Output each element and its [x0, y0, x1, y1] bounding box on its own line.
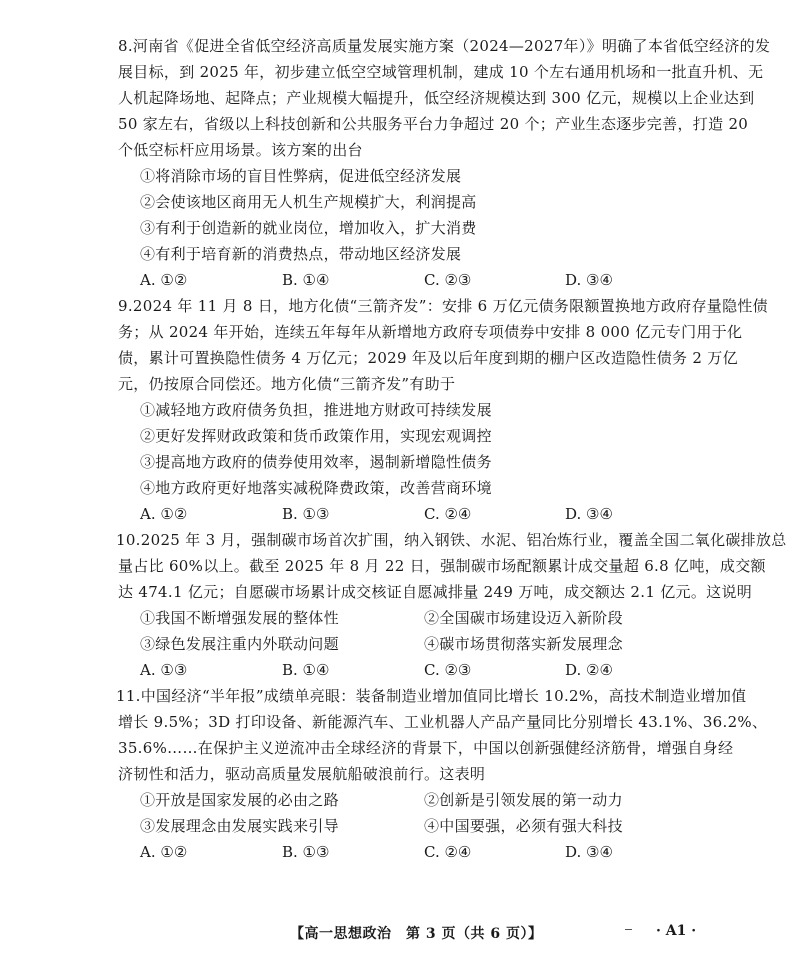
choice-d[interactable]: D. ②④ — [565, 661, 613, 679]
choice-a[interactable]: A. ①③ — [140, 661, 188, 679]
statement-4: ④地方政府更好地落实减税降费政策，改善营商环境 — [140, 479, 492, 497]
choice-c[interactable]: C. ②③ — [424, 271, 472, 289]
statement-3: ③有利于创造新的就业岗位，增加收入，扩大消费 — [140, 219, 477, 237]
statement-2: ②全国碳市场建设迈入新阶段 — [424, 609, 623, 627]
statement-1: ①将消除市场的盲目性弊病，促进低空经济发展 — [140, 167, 462, 185]
statement-1: ①我国不断增强发展的整体性 — [140, 609, 339, 627]
question-stem-line: 增长 9.5%；3D 打印设备、新能源汽车、工业机器人产品产量同比分别增长 43.1%、36.2%、 — [118, 713, 768, 731]
statement-1: ①开放是国家发展的必由之路 — [140, 791, 339, 809]
choice-c[interactable]: C. ②④ — [424, 843, 472, 861]
question-stem-line: 债，累计可置换隐性债务 4 万亿元；2029 年及以后年度到期的棚户区改造隐性债务 2 万亿 — [118, 349, 738, 367]
choice-d[interactable]: D. ③④ — [565, 843, 613, 861]
choice-d[interactable]: D. ③④ — [565, 271, 613, 289]
choice-b[interactable]: B. ①④ — [282, 661, 330, 679]
statement-3: ③发展理念由发展实践来引导 — [140, 817, 339, 835]
question-stem-line: 元，仍按原合同偿还。地方化债“三箭齐发”有助于 — [118, 375, 456, 393]
question-stem-line: 9.2024 年 11 月 8 日，地方化债“三箭齐发”：安排 6 万亿元债务限额置换地方政府存量隐性债 — [118, 297, 768, 315]
choice-a[interactable]: A. ①② — [140, 271, 188, 289]
choice-c[interactable]: C. ②④ — [424, 505, 472, 523]
choice-d[interactable]: D. ③④ — [565, 505, 613, 523]
statement-4: ④有利于培育新的消费热点，带动地区经济发展 — [140, 245, 462, 263]
question-stem-line: 10.2025 年 3 月，强制碳市场首次扩围，纳入钢铁、水泥、铝冶炼行业，覆盖全国二氧化碳排放总 — [116, 531, 787, 549]
question-stem-line: 11.中国经济“半年报”成绩单亮眼：装备制造业增加值同比增长 10.2%，高技术制造业增加值 — [116, 687, 747, 705]
choice-a[interactable]: A. ①② — [140, 505, 188, 523]
choice-b[interactable]: B. ①③ — [282, 843, 330, 861]
question-stem-line: 人机起降场地、起降点；产业规模大幅提升，低空经济规模达到 300 亿元，规模以上企业达到 — [118, 89, 755, 107]
question-stem-line: 展目标，到 2025 年，初步建立低空空域管理机制，建成 10 个左右通用机场和一批直升机、无 — [118, 63, 764, 81]
question-stem-line: 个低空标杆应用场景。该方案的出台 — [118, 141, 363, 159]
footer-mark — [625, 929, 632, 930]
question-stem-line: 济韧性和活力，驱动高质量发展航船破浪前行。这表明 — [118, 765, 486, 783]
question-stem-line: 达 474.1 亿元；自愿碳市场累计成交核证自愿减排量 249 万吨，成交额达 2.1 亿元。这说明 — [118, 583, 753, 601]
choice-a[interactable]: A. ①② — [140, 843, 188, 861]
statement-2: ②会使该地区商用无人机生产规模扩大，利润提高 — [140, 193, 477, 211]
choice-c[interactable]: C. ②③ — [424, 661, 472, 679]
paper-code: · A1 · — [656, 923, 697, 939]
choice-b[interactable]: B. ①④ — [282, 271, 330, 289]
question-stem-line: 35.6%……在保护主义逆流冲击全球经济的背景下，中国以创新强健经济筋骨，增强自身经 — [118, 739, 734, 757]
statement-4: ④中国要强，必须有强大科技 — [424, 817, 623, 835]
question-stem-line: 务；从 2024 年开始，连续五年每年从新增地方政府专项债券中安排 8 000 亿元专门用于化 — [118, 323, 743, 341]
page-number-label: 【高一思想政治 第 3 页（共 6 页）】 — [290, 926, 543, 942]
statement-2: ②创新是引领发展的第一动力 — [424, 791, 623, 809]
statement-3: ③提高地方政府的债券使用效率，遏制新增隐性债务 — [140, 453, 492, 471]
choice-b[interactable]: B. ①③ — [282, 505, 330, 523]
statement-2: ②更好发挥财政政策和货币政策作用，实现宏观调控 — [140, 427, 492, 445]
statement-4: ④碳市场贯彻落实新发展理念 — [424, 635, 623, 653]
statement-3: ③绿色发展注重内外联动问题 — [140, 635, 339, 653]
question-stem-line: 8.河南省《促进全省低空经济高质量发展实施方案（2024—2027年）》明确了本省低空经济的发 — [118, 37, 771, 55]
question-stem-line: 量占比 60%以上。截至 2025 年 8 月 22 日，强制碳市场配额累计成交量超 6.8 亿吨，成交额 — [118, 557, 766, 575]
question-stem-line: 50 家左右，省级以上科技创新和公共服务平台力争超过 20 个；产业生态逐步完善，打造 20 — [118, 115, 749, 133]
statement-1: ①减轻地方政府债务负担，推进地方财政可持续发展 — [140, 401, 492, 419]
